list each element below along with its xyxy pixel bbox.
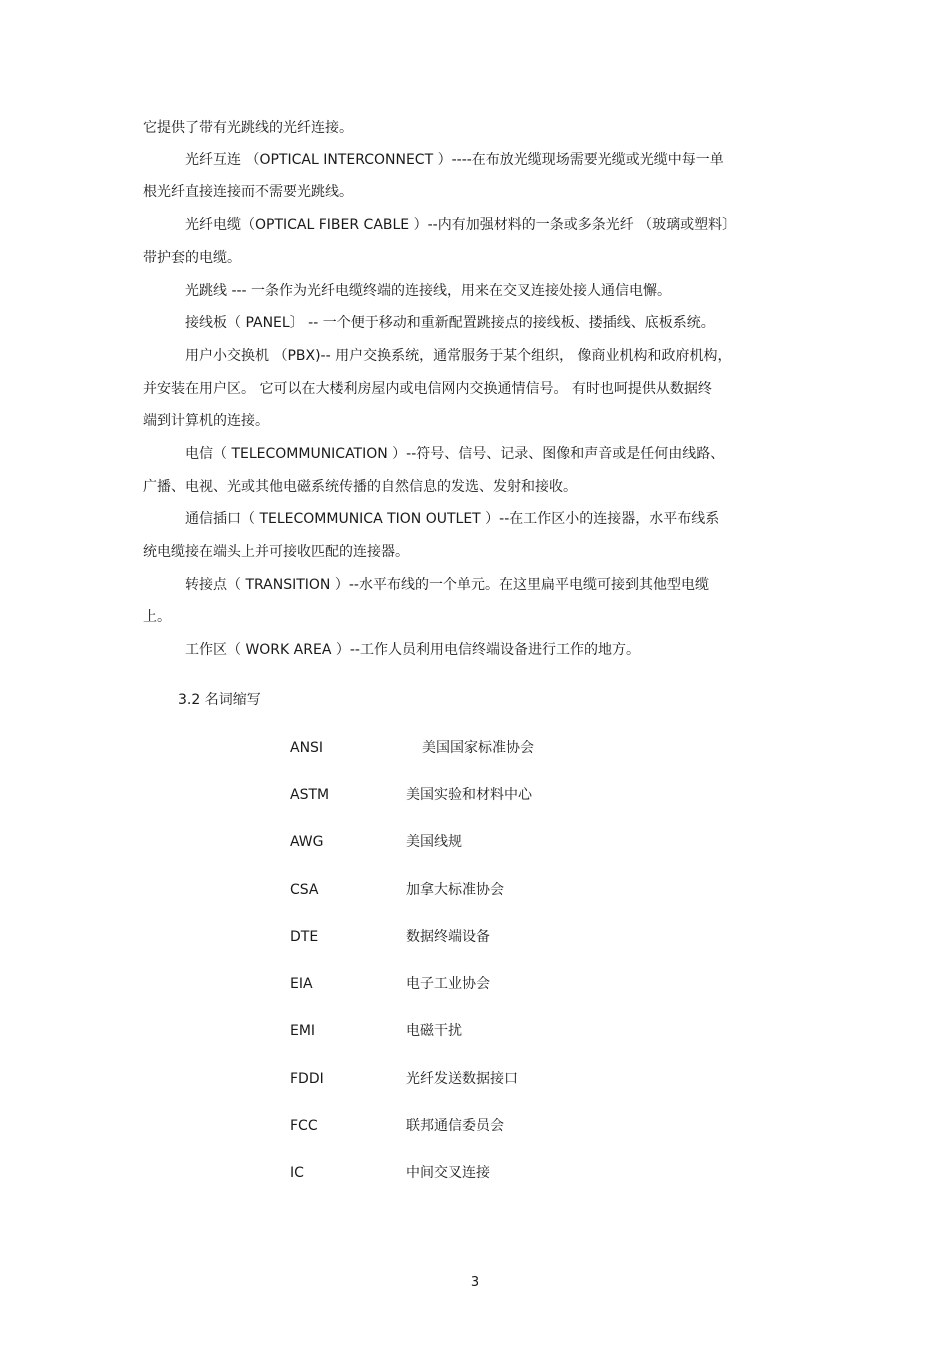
abbreviation-description: 加拿大标准协会 bbox=[406, 882, 504, 898]
abbreviation-code: FCC bbox=[290, 1118, 318, 1134]
abbreviation-description: 光纤发送数据接口 bbox=[406, 1071, 518, 1087]
paragraph-line: 接线板（ PANEL〕 -- 一个便于移动和重新配置跳接点的接线板、搂插线、底板系统。 bbox=[185, 315, 715, 331]
abbreviation-row bbox=[290, 880, 690, 900]
abbreviation-code: AWG bbox=[290, 834, 324, 850]
abbreviation-code: ANSI bbox=[290, 740, 324, 756]
abbreviation-row bbox=[290, 785, 690, 805]
abbreviation-row bbox=[290, 927, 690, 947]
abbreviation-code: ASTM bbox=[290, 787, 330, 803]
abbreviation-row bbox=[290, 1116, 690, 1136]
paragraph-line: 并安装在用户区。 它可以在大楼利房屋内或电信网内交换通情信号。 有时也呵提供从数据终 bbox=[143, 381, 712, 397]
paragraph-line: 根光纤直接连接而不需要光跳线。 bbox=[143, 184, 353, 200]
paragraph-line: 转接点（ TRANSITION ）--水平布线的一个单元。在这里扁平电缆可接到其他型电缆 bbox=[185, 577, 709, 593]
abbreviation-row bbox=[290, 832, 690, 852]
paragraph-line: 它提供了带有光跳线的光纤连接。 bbox=[143, 120, 353, 136]
abbreviation-description: 联邦通信委员会 bbox=[406, 1118, 504, 1134]
page-number: 3 bbox=[470, 1275, 480, 1290]
paragraph-line: 上。 bbox=[143, 609, 171, 625]
paragraph-line: 光纤互连 （OPTICAL INTERCONNECT ）----在布放光缆现场需要光缆或光缆中每一单 bbox=[185, 152, 724, 168]
abbreviation-description: 电子工业协会 bbox=[406, 976, 490, 992]
paragraph-line: 光纤电缆（OPTICAL FIBER CABLE ）--内有加强材料的一条或多条光纤 （玻璃或塑料〕 bbox=[185, 217, 737, 233]
abbreviation-row bbox=[290, 1021, 690, 1041]
paragraph-line: 电信（ TELECOMMUNICATION ）--符号、信号、记录、图像和声音或是任何由线路、 bbox=[185, 446, 725, 462]
abbreviation-description: 数据终端设备 bbox=[406, 929, 490, 945]
abbreviation-row bbox=[290, 1163, 690, 1183]
abbreviation-description: 美国国家标准协会 bbox=[422, 740, 534, 756]
paragraph-line: 统电缆接在端头上并可接收匹配的连接器。 bbox=[143, 544, 409, 560]
abbreviation-description: 美国实验和材料中心 bbox=[406, 787, 532, 803]
paragraph-line: 带护套的电缆。 bbox=[143, 250, 241, 266]
paragraph-line: 光跳线 --- 一条作为光纤电缆终端的连接线，用来在交叉连接处接人通信电懈。 bbox=[185, 283, 672, 299]
paragraph-line: 广播、电视、光或其他电磁系统传播的自然信息的发选、发射和接收。 bbox=[143, 479, 577, 495]
paragraph-line: 端到计算机的连接。 bbox=[143, 413, 269, 429]
abbreviation-code: CSA bbox=[290, 882, 319, 898]
abbreviation-description: 电磁干扰 bbox=[406, 1023, 462, 1039]
section-heading: 3.2 名词缩写 bbox=[178, 692, 261, 708]
abbreviation-description: 美国线规 bbox=[406, 834, 462, 850]
paragraph-line: 工作区（ WORK AREA ）--工作人员利用电信终端设备进行工作的地方。 bbox=[185, 642, 640, 658]
abbreviation-description: 中间交叉连接 bbox=[406, 1165, 490, 1181]
abbreviation-code: EIA bbox=[290, 976, 313, 992]
abbreviation-code: EMI bbox=[290, 1023, 316, 1039]
abbreviation-row bbox=[290, 738, 690, 758]
abbreviation-code: DTE bbox=[290, 929, 319, 945]
abbreviation-code: IC bbox=[290, 1165, 304, 1181]
abbreviation-row bbox=[290, 1069, 690, 1089]
abbreviation-code: FDDI bbox=[290, 1071, 324, 1087]
paragraph-line: 用户小交换机 （PBX)-- 用户交换系统，通常服务于某个组织， 像商业机构和政府机构， bbox=[185, 348, 732, 364]
paragraph-line: 通信插口（ TELECOMMUNICA TION OUTLET ）--在工作区小的连接器，水平布线系 bbox=[185, 511, 720, 527]
abbreviation-row bbox=[290, 974, 690, 994]
